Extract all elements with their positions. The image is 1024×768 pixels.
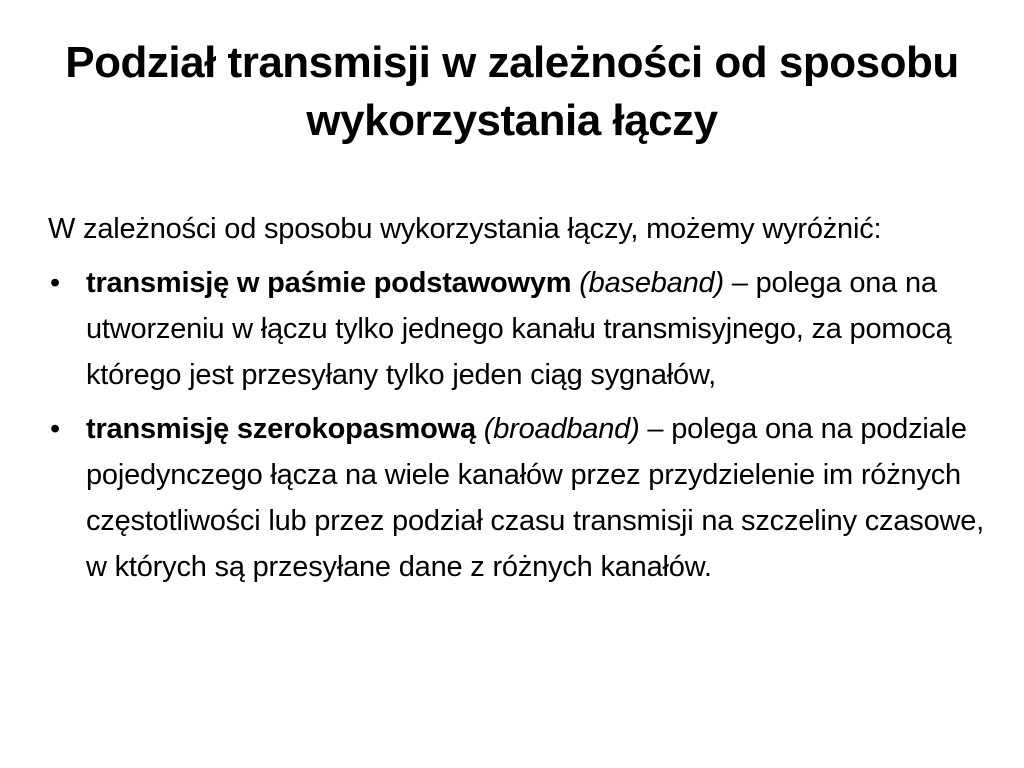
bullet-dot-icon: • (50, 267, 60, 299)
bullet-item-broadband (48, 406, 988, 590)
intro-text: W zależności od sposobu wykorzystania łączy, możemy wyróżnić: (48, 213, 882, 245)
term-broadband: transmisję szerokopasmową (86, 413, 476, 445)
bullet-list (48, 260, 988, 590)
english-term-baseband: (baseband) (579, 267, 724, 299)
term-baseband: transmisję w paśmie podstawowym (86, 267, 572, 299)
description-broadband: polega ona na podziale pojedynczego łącza na wiele kanałów przez przydzielenie im różnych częstotliwości lub przez podział czasu transmisji na szczeliny czasowe, w których są przesyłane dane z różnych kanałów. (86, 413, 985, 583)
slide-title: Podział transmisji w zależności od sposobu wykorzystania łączy (65, 38, 959, 145)
description-baseband: polega ona na utworzeniu w łączu tylko jednego kanału transmisyjnego, za pomocą którego jest przesyłany tylko jeden ciąg sygnałów, (86, 267, 952, 391)
bullet-item-baseband (48, 260, 988, 398)
english-term-broadband: (broadband) (483, 413, 640, 445)
slide-body (48, 206, 988, 598)
dash-baseband: – (731, 267, 748, 299)
dash-broadband: – (647, 413, 664, 445)
bullet-dot-icon: • (50, 413, 60, 445)
